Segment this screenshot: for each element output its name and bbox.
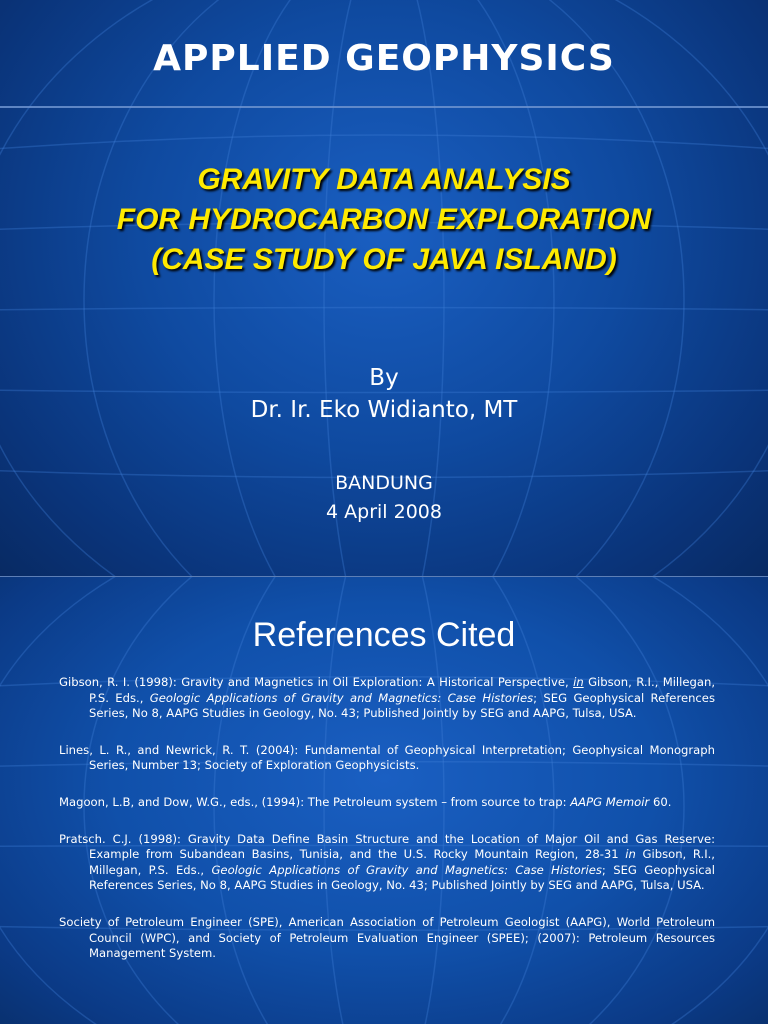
course-title: APPLIED GEOPHYSICS <box>153 38 615 79</box>
author-block <box>0 362 768 426</box>
by-label: By <box>369 365 399 391</box>
references-title: References Cited <box>252 616 516 654</box>
reference-item: Society of Petroleum Engineer (SPE), American Association of Petroleum Geologist (AAPG), World Petroleum Council (WPC), and Society of Petroleum Evaluation Engineer (SPEE); (2007): Petroleum Resources Management System. <box>59 914 715 961</box>
header-divider <box>0 106 768 108</box>
presentation-title <box>0 160 768 280</box>
reference-item: Gibson, R. I. (1998): Gravity and Magnetics in Oil Exploration: A Historical Perspective, in Gibson, R.I., Millegan, P.S. Eds., Geologic Applications of Gravity and Magnetics: Case Histories; SEG Geophysical References Series, No 8, AAPG Studies in Geology, No. 43; Published Jointly by SEG and AAPG, Tulsa, USA. <box>59 675 715 721</box>
title-line: FOR HYDROCARBON EXPLORATION <box>116 203 652 236</box>
place-date-block <box>0 469 768 527</box>
title-line: GRAVITY DATA ANALYSIS <box>197 163 571 196</box>
title-line: (CASE STUDY OF JAVA ISLAND) <box>151 243 617 276</box>
reference-list <box>59 675 715 983</box>
reference-item: Magoon, L.B, and Dow, W.G., eds., (1994): The Petroleum system – from source to trap: AAPG Memoir 60. <box>59 794 672 809</box>
reference-item: Pratsch. C.J. (1998): Gravity Data Define Basin Structure and the Location of Major Oil and Gas Reserve: Example from Subandean Basins, Tunisia, and the U.S. Rocky Mountain Region, 28-31 in Gibson, R.I., Millegan, P.S. Eds., Geologic Applications of Gravity and Magnetics: Case Histories; SEG Geophysical References Series, No 8, AAPG Studies in Geology, No. 43; Published Jointly by SEG and AAPG, Tulsa, USA. <box>59 831 715 893</box>
author-name: Dr. Ir. Eko Widianto, MT <box>250 397 518 423</box>
reference-item: Lines, L. R., and Newrick, R. T. (2004): Fundamental of Geophysical Interpretation; Geophysical Monograph Series, Number 13; Society of Exploration Geophysicists. <box>59 742 715 773</box>
city: BANDUNG <box>335 472 433 494</box>
date: 4 April 2008 <box>326 501 442 523</box>
